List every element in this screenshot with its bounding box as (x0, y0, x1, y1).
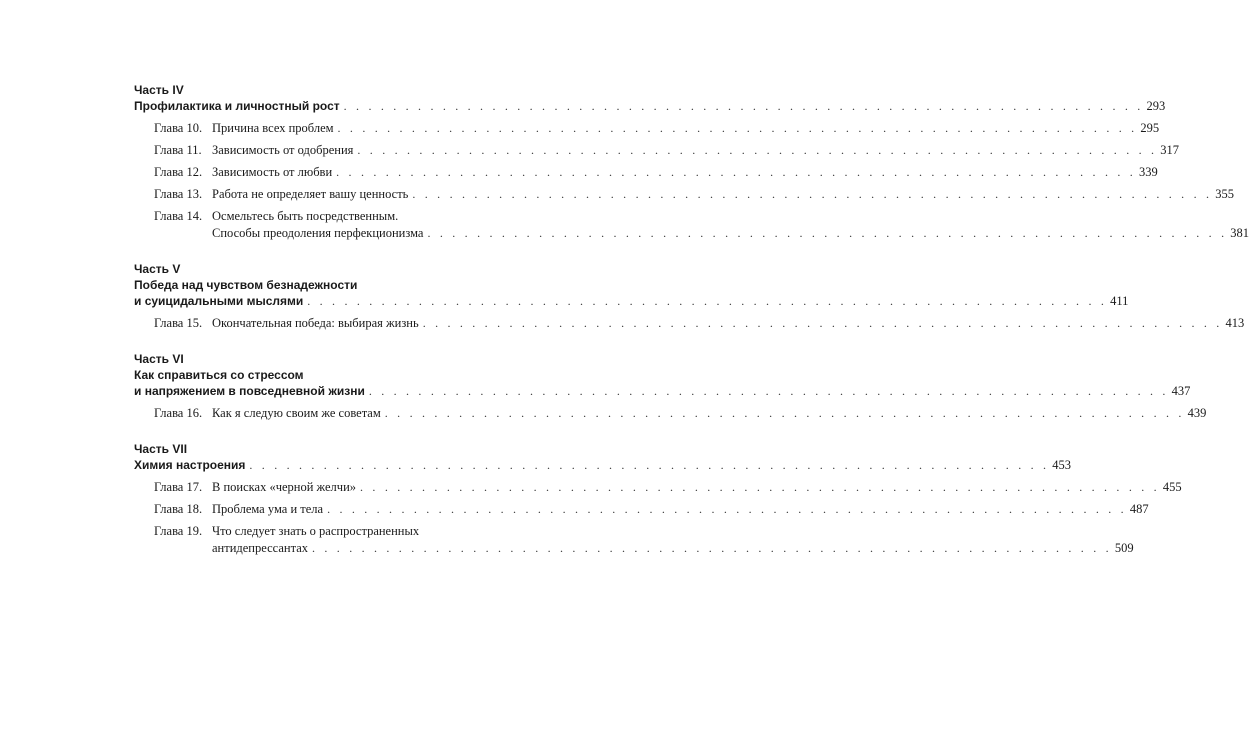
dot-leader: . . . . . . . . . . . . . . . . . . . . . . . . . . . . . . . . . . . . . . . . . . . . . . . . . . . . . . . . . . . . . . . . . (307, 294, 1108, 308)
chapter-number: Глава 16. (154, 406, 203, 420)
chapter-number: Глава 15. (154, 316, 203, 330)
chapter-title: Осмельтесь быть посредственным. (212, 209, 399, 223)
page-number: 339 (1138, 165, 1158, 179)
chapter-body (212, 479, 1182, 496)
dot-leader: . . . . . . . . . . . . . . . . . . . . . . . . . . . . . . . . . . . . . . . . . . . . . . . . . . . . . . . . . . . . . . . . . (384, 406, 1185, 420)
page-number: 455 (1162, 480, 1182, 494)
dot-leader: . . . . . . . . . . . . . . . . . . . . . . . . . . . . . . . . . . . . . . . . . . . . . . . . . . . . . . . . . . . . . . . . . (336, 165, 1136, 179)
chapter-number: Глава 18. (154, 502, 203, 516)
part-label: Часть VII (134, 442, 188, 456)
part-title-text: Профилактика и личностный рост (134, 99, 340, 113)
chapter-entry[interactable] (134, 120, 1160, 137)
chapter-title: Зависимость от любви (212, 165, 333, 179)
chapter-entry[interactable] (134, 186, 1234, 203)
chapter-title-line (212, 225, 1249, 242)
part-title-line: Как справиться со стрессом (134, 368, 304, 382)
part-title-line[interactable] (134, 293, 1129, 309)
page-number: 293 (1146, 99, 1166, 113)
chapter-title-line (212, 315, 1245, 332)
toc-part (134, 261, 1245, 332)
part-title-text: и суицидальными мыслями (134, 294, 304, 308)
dot-leader: . . . . . . . . . . . . . . . . . . . . . . . . . . . . . . . . . . . . . . . . . . . . . . . . . . . . . . . . . . . . . . . . . (327, 502, 1127, 516)
chapter-title-line (212, 164, 1158, 181)
page-number: 439 (1187, 406, 1207, 420)
chapter-title: Проблема ума и тела (212, 502, 324, 516)
page-number: 509 (1114, 541, 1134, 555)
chapter-title: антидепрессантах (212, 541, 308, 555)
page-number: 411 (1110, 294, 1129, 308)
chapter-entry[interactable] (134, 479, 1182, 496)
chapter-entry[interactable] (134, 501, 1149, 518)
chapter-body (212, 405, 1207, 422)
chapter-title: Работа не определяет вашу ценность (212, 187, 409, 201)
chapter-number: Глава 12. (154, 165, 203, 179)
dot-leader: . . . . . . . . . . . . . . . . . . . . . . . . . . . . . . . . . . . . . . . . . . . . . . . . . . . . . . . . . . . . . . . . . (337, 121, 1138, 135)
chapter-entry[interactable] (134, 208, 1249, 242)
chapter-title-line (212, 120, 1160, 137)
chapter-number: Глава 11. (154, 143, 202, 157)
page-number: 317 (1160, 143, 1179, 157)
chapter-body (212, 186, 1234, 203)
chapter-title-line (212, 501, 1149, 518)
page-number: 355 (1215, 187, 1234, 201)
table-of-contents (134, 82, 1249, 576)
page-number: 437 (1171, 384, 1191, 398)
chapter-title-line (212, 479, 1182, 496)
part-label: Часть VI (134, 352, 184, 366)
part-label: Часть V (134, 262, 181, 276)
part-title-text: Химия настроения (134, 458, 246, 472)
chapter-body (212, 164, 1158, 181)
chapter-body (212, 142, 1179, 159)
part-label: Часть IV (134, 83, 184, 97)
part-title-line[interactable] (134, 383, 1191, 399)
chapter-number: Глава 10. (154, 121, 203, 135)
chapter-entry[interactable] (134, 315, 1245, 332)
toc-part (134, 82, 1249, 242)
page-number: 487 (1129, 502, 1149, 516)
chapter-number: Глава 13. (154, 187, 203, 201)
chapter-title: Причина всех проблем (212, 121, 334, 135)
dot-leader: . . . . . . . . . . . . . . . . . . . . . . . . . . . . . . . . . . . . . . . . . . . . . . . . . . . . . . . . . . . . . . . . . (427, 226, 1228, 240)
toc-part (134, 351, 1207, 422)
chapter-body (212, 501, 1149, 518)
part-title-line[interactable] (134, 98, 1166, 114)
chapter-title-line (212, 540, 1134, 557)
chapter-title: Окончательная победа: выбирая жизнь (212, 316, 419, 330)
dot-leader: . . . . . . . . . . . . . . . . . . . . . . . . . . . . . . . . . . . . . . . . . . . . . . . . . . . . . . . . . . . . . . . . . (357, 143, 1158, 157)
chapter-title: В поисках «черной желчи» (212, 480, 357, 494)
dot-leader: . . . . . . . . . . . . . . . . . . . . . . . . . . . . . . . . . . . . . . . . . . . . . . . . . . . . . . . . . . . . . . . . . (312, 541, 1112, 555)
chapter-title-line (212, 405, 1207, 422)
part-title-line: Победа над чувством безнадежности (134, 278, 358, 292)
dot-leader: . . . . . . . . . . . . . . . . . . . . . . . . . . . . . . . . . . . . . . . . . . . . . . . . . . . . . . . . . . . . . . . . . (368, 384, 1169, 398)
dot-leader: . . . . . . . . . . . . . . . . . . . . . . . . . . . . . . . . . . . . . . . . . . . . . . . . . . . . . . . . . . . . . . . . . (422, 316, 1223, 330)
chapter-title: Что следует знать о распространенных (212, 524, 420, 538)
chapter-entry[interactable] (134, 142, 1179, 159)
page-number: 413 (1225, 316, 1245, 330)
chapter-title-line (212, 186, 1234, 203)
chapter-title: Как я следую своим же советам (212, 406, 381, 420)
page-number: 381 (1230, 226, 1249, 240)
page-number: 453 (1052, 458, 1071, 472)
dot-leader: . . . . . . . . . . . . . . . . . . . . . . . . . . . . . . . . . . . . . . . . . . . . . . . . . . . . . . . . . . . . . . . . . (360, 480, 1160, 494)
part-title-line[interactable] (134, 457, 1071, 473)
chapter-entry[interactable] (134, 164, 1158, 181)
toc-part (134, 441, 1182, 557)
chapter-body (212, 208, 1249, 242)
chapter-entry[interactable] (134, 523, 1134, 557)
chapter-number: Глава 14. (154, 209, 203, 223)
dot-leader: . . . . . . . . . . . . . . . . . . . . . . . . . . . . . . . . . . . . . . . . . . . . . . . . . . . . . . . . . . . . . . . . . (343, 99, 1144, 113)
part-title-text: и напряжением в повседневной жизни (134, 384, 365, 398)
chapter-title: Зависимость от одобрения (212, 143, 354, 157)
chapter-title-line (212, 142, 1179, 159)
dot-leader: . . . . . . . . . . . . . . . . . . . . . . . . . . . . . . . . . . . . . . . . . . . . . . . . . . . . . . . . . . . . . . . . . (249, 458, 1050, 472)
chapter-entry[interactable] (134, 405, 1207, 422)
page-number: 295 (1140, 121, 1160, 135)
dot-leader: . . . . . . . . . . . . . . . . . . . . . . . . . . . . . . . . . . . . . . . . . . . . . . . . . . . . . . . . . . . . . . . . . (412, 187, 1213, 201)
chapter-number: Глава 19. (154, 524, 203, 538)
chapter-number: Глава 17. (154, 480, 203, 494)
chapter-title: Способы преодоления перфекционизма (212, 226, 424, 240)
chapter-body (212, 120, 1160, 137)
chapter-body (212, 523, 1134, 557)
chapter-body (212, 315, 1245, 332)
